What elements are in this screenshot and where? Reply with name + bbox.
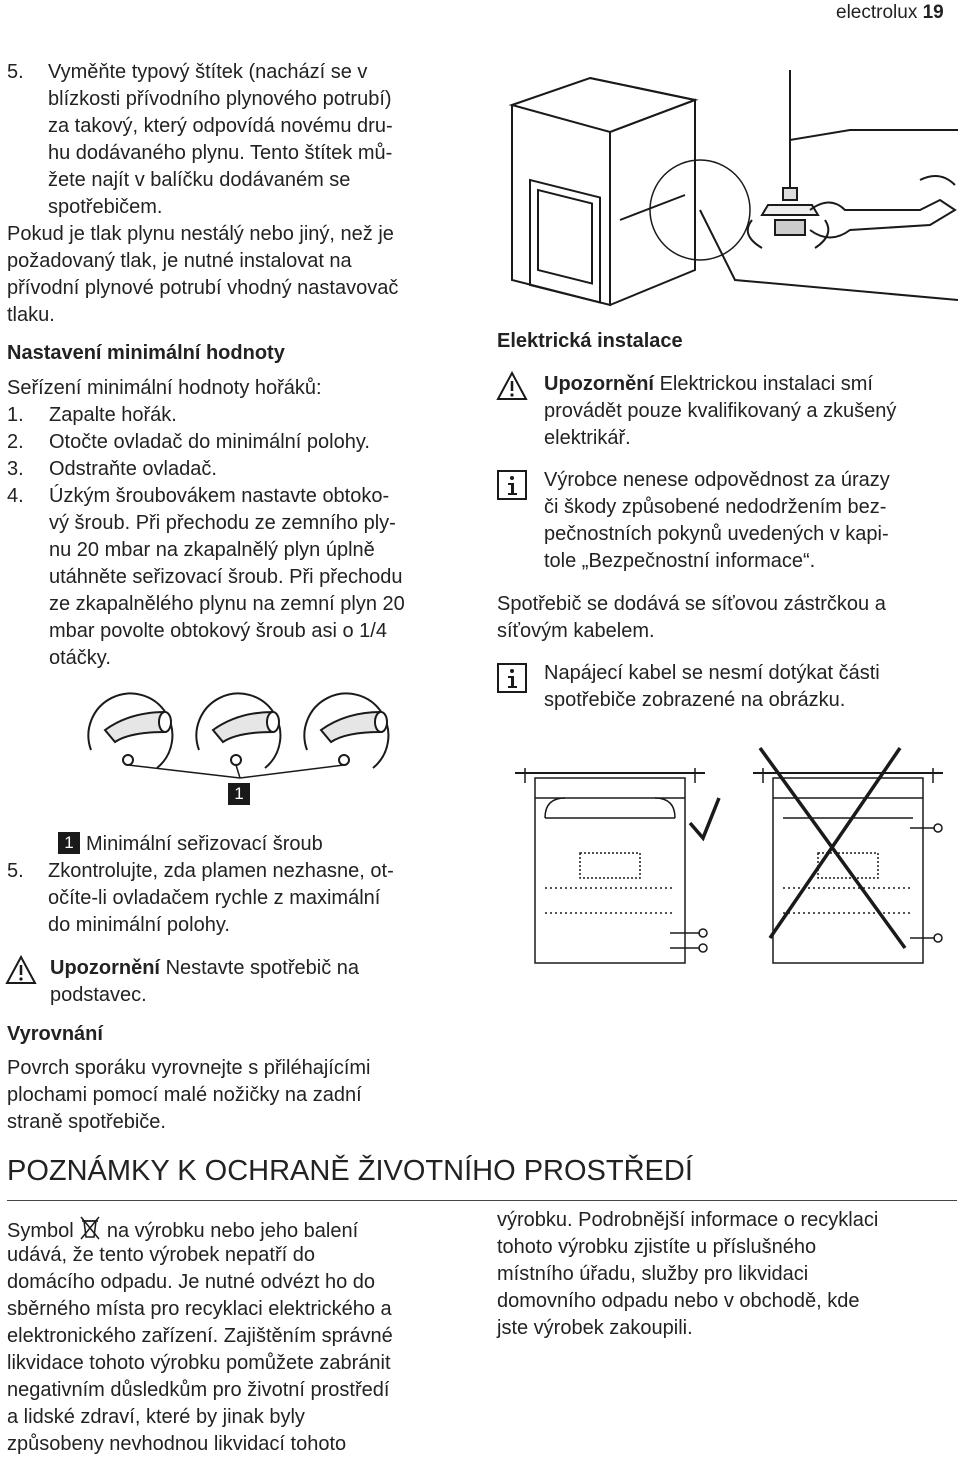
min-step: 2. Otočte ovladač do minimální polohy. — [7, 431, 370, 453]
step5-line: hu dodávaného plynu. Tento štítek mů- — [48, 142, 393, 164]
info-icon — [497, 663, 527, 693]
step5-line: žete najít v balíčku dodávaném se — [48, 169, 351, 191]
env-left-line: způsobeny nevhodnou likvidací tohoto — [7, 1433, 347, 1455]
step4-cont: nu 20 mbar na zkapalnělý plyn úplně — [49, 539, 375, 561]
info1-line: pečnostních pokynů uvedených v kapi- — [544, 523, 889, 545]
stove-leveling-illustration — [500, 70, 958, 310]
min-step: 4. Úzkým šroubovákem nastavte obtoko- — [7, 485, 390, 507]
step5b-number: 5. — [7, 860, 24, 882]
legend-label: Minimální seřizovací šroub — [86, 833, 323, 855]
min-intro: Seřízení minimální hodnoty hořáků: — [7, 377, 322, 399]
env-right-line: místního úřadu, služby pro likvidaci — [497, 1263, 809, 1285]
step5-number: 5. — [7, 61, 24, 83]
elec-warning-line: elektrikář. — [544, 427, 631, 449]
info1-line: či škody způsobené nedodržením bez- — [544, 496, 887, 518]
pressure-line: tlaku. — [7, 304, 55, 326]
step5b-line: Zkontrolujte, zda plamen nezhasne, ot- — [48, 860, 394, 882]
warning-icon — [5, 955, 37, 985]
legend-number: 1 — [58, 832, 80, 854]
min-heading: Nastavení minimální hodnoty — [7, 342, 285, 364]
env-right-line: tohoto výrobku zjistíte u příslušného — [497, 1236, 817, 1258]
plug-line: síťovým kabelem. — [497, 620, 655, 642]
min-step: 3. Odstraňte ovladač. — [7, 458, 217, 480]
info1-line: tole „Bezpečnostní informace“. — [544, 550, 816, 572]
env-rule — [7, 1200, 957, 1201]
env-left-line: sběrného místa pro recyklaci elektrického a — [7, 1298, 392, 1320]
step5-line: za takový, který odpovídá novému dru- — [48, 115, 393, 137]
page-number: 19 — [922, 2, 944, 23]
brand-name — [836, 0, 944, 27]
info2-line: Napájecí kabel se nesmí dotýkat části — [544, 662, 880, 684]
level-line: Povrch sporáku vyrovnejte s přiléhajícími — [7, 1057, 371, 1079]
level-line: straně spotřebiče. — [7, 1111, 166, 1133]
level-heading: Vyrovnání — [7, 1023, 103, 1045]
elec-heading: Elektrická instalace — [497, 330, 683, 352]
brand-text: electrolux — [836, 2, 918, 23]
level-line: plochami pomocí malé nožičky na zadní — [7, 1084, 362, 1106]
pressure-line: přívodní plynové potrubí vhodný nastavovač — [7, 277, 399, 299]
info1-line: Výrobce nenese odpovědnost za úrazy — [544, 469, 890, 491]
step5b-line: očíte-li ovladačem rychle z maximální — [48, 887, 381, 909]
info2-line: spotřebiče zobrazené na obrázku. — [544, 689, 846, 711]
plug-line: Spotřebič se dodává se síťovou zástrčkou a — [497, 593, 886, 615]
warning2-text: Upozornění Nestavte spotřebič na — [50, 957, 359, 979]
env-right-line: domovního odpadu nebo v obchodě, kde — [497, 1290, 860, 1312]
elec-warning: Upozornění Elektrickou instalaci smí — [544, 373, 873, 395]
step4-cont: otáčky. — [49, 647, 111, 669]
min-step: 1. Zapalte hořák. — [7, 404, 177, 426]
step4-cont: vý šroub. Při přechodu ze zemního ply- — [49, 512, 396, 534]
legend-item — [58, 831, 323, 858]
step5b-line: do minimální polohy. — [48, 914, 230, 936]
elec-warning-line: provádět pouze kvalifikovaný a zkušený — [544, 400, 897, 422]
warning-icon — [496, 371, 528, 401]
env-left-line: a lidské zdraví, které by jinak byly — [7, 1406, 305, 1428]
step4-cont: mbar povolte obtokový šroub asi o 1/4 — [49, 620, 387, 642]
pressure-line: Pokud je tlak plynu nestálý nebo jiný, než je — [7, 223, 394, 245]
info-icon — [497, 470, 527, 500]
step4-cont: ze zkapalnělého plynu na zemní plyn 20 — [49, 593, 405, 615]
env-first-line: Symbol na výrobku nebo jeho balení — [7, 1215, 358, 1245]
env-left-line: elektronického zařízení. Zajištěním správné — [7, 1325, 393, 1347]
crossed-bin-icon — [79, 1215, 101, 1241]
env-right-line: jste výrobek zakoupili. — [497, 1317, 693, 1339]
step5-line: spotřebičem. — [48, 196, 163, 218]
env-left-line: likvidace tohoto výrobku pomůžete zabránit — [7, 1352, 391, 1374]
step5-line: Vyměňte typový štítek (nachází se v — [48, 61, 368, 83]
env-title: POZNÁMKY K OCHRANĚ ŽIVOTNÍHO PROSTŘEDÍ — [7, 1155, 693, 1187]
step4-cont: utáhněte seřizovací šroub. Při přechodu — [49, 566, 403, 588]
env-left-line: udává, že tento výrobek nepatří do — [7, 1244, 315, 1266]
env-left-line: domácího odpadu. Je nutné odvézt ho do — [7, 1271, 376, 1293]
pressure-line: požadovaný tlak, je nutné instalovat na — [7, 250, 352, 272]
env-right-line: výrobku. Podrobnější informace o recyklaci — [497, 1209, 879, 1231]
warning2-cont: podstavec. — [50, 984, 147, 1006]
env-left-line: negativním důsledkům pro životní prostředí — [7, 1379, 390, 1401]
cable-routing-illustration — [505, 738, 958, 968]
callout-marker: 1 — [228, 782, 256, 809]
step5-line: blízkosti přívodního plynového potrubí) — [48, 88, 392, 110]
